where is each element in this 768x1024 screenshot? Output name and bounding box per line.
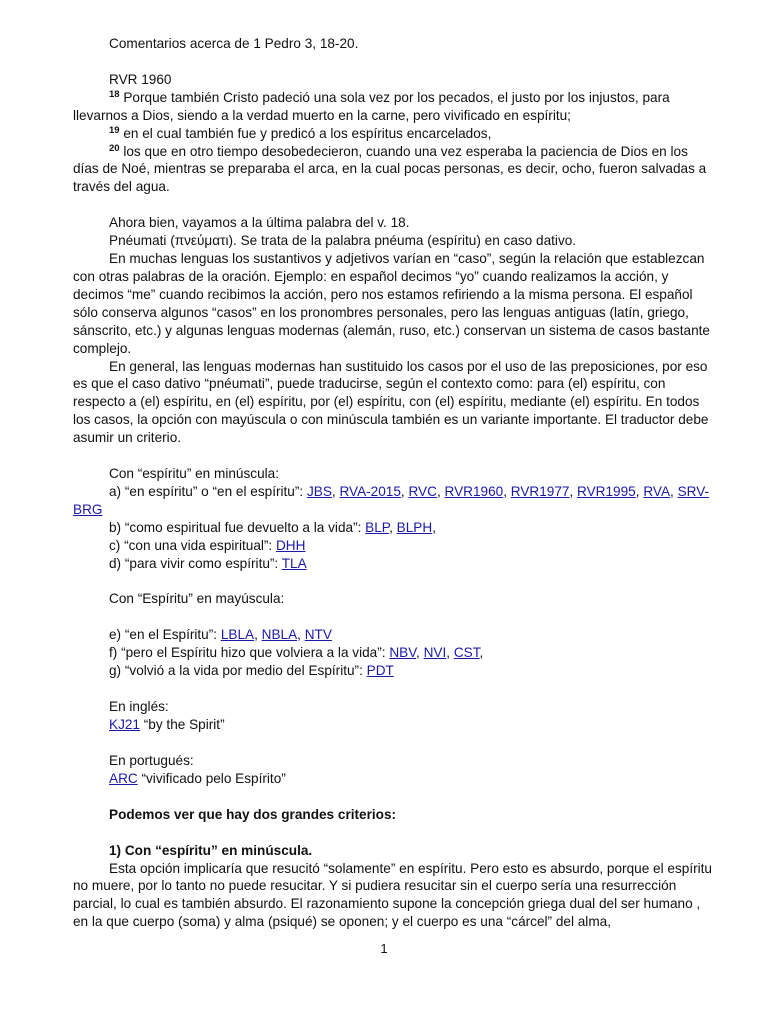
verse-number: 18 [109,88,120,100]
ref-link-lbla[interactable]: LBLA [220,627,255,643]
paragraph-general: En general, las lenguas modernas han sustituido los casos por el uso de las preposiciones, por eso es que el caso dativo “pnéumati”, puede traducirse, según el contexto como: para (el) espíritu, con respecto a (el) espíritu, en (el) espíritu, por (el) espíritu, con (el) espíritu, mediante (el) espíritu. En todos los casos, la opción con mayúscula o con minúscula también es un variante importante. El traductor debe asumir un criterio. [73,358,709,446]
english-item [73,716,713,734]
verse-number: 19 [109,124,120,136]
ref-link-rvr1995[interactable]: RVR1995 [577,483,636,499]
document-title: Comentarios acerca de 1 Pedro 3, 18-20. [109,36,359,51]
criterion-1-heading: 1) Con “espíritu” en minúscula. [109,842,313,858]
ref-link-tla[interactable]: TLA [281,555,307,571]
paragraph-pneumati: Pnéumati (πνεύματι). Se trata de la palabra pnéuma (espíritu) en caso dativo. [109,233,577,249]
page-number: 1 [380,941,388,956]
verse-text: en el cual también fue y predicó a los espíritus encarcelados, [119,125,492,141]
verse-20-continuation-1: días de Noé, mientras se preparaba el arca, en la cual pocas personas, es decir, ocho, fueron salvadas a [73,161,707,177]
list-item-g [73,662,713,680]
ref-link-nbla[interactable]: NBLA [261,627,298,643]
document-body [73,35,713,931]
ref-link-kj21[interactable]: KJ21 [109,717,140,732]
list-item-e: e) “en el Espíritu”: LBLA, NBLA, NTV [109,627,332,643]
portuguese-text: “vivificado pelo Espírito” [137,770,286,786]
verse-20 [73,143,713,161]
ref-link-blp[interactable]: BLP [365,519,390,535]
english-text: “by the Spirit” [139,717,225,732]
criteria-heading-line [73,806,713,824]
ref-link-dhh[interactable]: DHH [275,537,306,553]
verse-19 [73,125,713,143]
item-label: a) “en espíritu” o “en el espíritu”: [109,483,307,499]
ref-link-rva[interactable]: RVA [643,483,671,499]
list-item-f: f) “pero el Espíritu hizo que volviera a la vida”: NBV, NVI, CST, [109,645,484,661]
ref-link-ntv[interactable]: NTV [304,627,332,643]
ref-link-arc[interactable]: ARC [109,770,138,786]
verse-number: 20 [109,142,120,154]
list-item-c [73,537,713,555]
paragraph-cases: En muchas lenguas los sustantivos y adjetivos varían en “caso”, según la relación que establezcan con otras palabras de la oración. Ejemplo: en español decimos “yo” cuando realizamos la acción, y decimos “me” cuando recibimos la acción, pero nos estamos refiriendo a la misma persona. El español sólo conserva algunos “casos” en los pronombres personales, pero las lenguas antiguas (latín, griego, sánscrito, etc.) y algunas lenguas modernas (alemán, ruso, etc.) conservan un sistema de casos bastante complejo. [73,251,710,356]
verse-20-continuation-2: través del agua. [73,179,170,195]
ref-link-rvr1960[interactable]: RVR1960 [444,483,504,499]
list-item-d [73,555,713,573]
item-label: f) “pero el Espíritu hizo que volviera a la vida”: [109,645,390,661]
ref-link-jbs[interactable]: JBS [306,483,332,499]
list-item-a: a) “en espíritu” o “en el espíritu”: JBS, RVA-2015, RVC, RVR1960, RVR1977, RVR1995, RVA, SRV-BRG [73,483,710,517]
uppercase-heading: Con “Espíritu” en mayúscula: [109,591,285,607]
version-label: RVR 1960 [109,71,172,87]
item-label: b) “como espiritual fue devuelto a la vida”: [109,519,366,535]
ref-link-pdt[interactable]: PDT [366,663,394,679]
verse-text: Porque también Cristo padeció una sola vez por los pecados, el justo por los injustos, para [119,89,670,105]
ref-link-rva-2015[interactable]: RVA-2015 [339,483,401,499]
verse-text: los que en otro tiempo desobedecieron, cuando una vez esperaba la paciencia de Dios en los [119,143,688,159]
portuguese-heading: En portugués: [109,752,194,768]
portuguese-item [73,770,713,788]
ref-link-blph[interactable]: BLPH [396,519,433,535]
item-label: d) “para vivir como espíritu”: [109,555,282,571]
criteria-heading: Podemos ver que hay dos grandes criterios: [109,806,397,822]
ref-link-nvi[interactable]: NVI [423,645,447,661]
item-label: c) “con una vida espiritual”: [109,537,276,553]
criterion-1-heading-line [73,842,713,860]
ref-link-nbv[interactable]: NBV [389,645,417,661]
paragraph-criterion-1: Esta opción implicaría que resucitó “solamente” en espíritu. Pero esto es absurdo, porque el espíritu no muere, por lo tanto no puede resucitar. Y si pudiera resucitar sin el cuerpo sería una resurrección parcial, lo cual es también absurdo. El razonamiento supone la concepción griega dual del ser humano , en la que cuerpo (soma) y alma (psiqué) se oponen; y el cuerpo es una “cárcel” del alma, [73,860,712,930]
verse-18 [73,89,713,107]
english-heading: En inglés: [109,699,169,715]
item-label: e) “en el Espíritu”: [109,627,221,643]
paragraph-intro: Ahora bien, vayamos a la última palabra del v. 18. [109,215,410,231]
lowercase-heading: Con “espíritu” en minúscula: [109,466,279,482]
ref-link-srv-brg[interactable]: SRV-BRG [73,483,710,517]
ref-link-rvc[interactable]: RVC [408,483,437,499]
list-item-b: b) “como espiritual fue devuelto a la vida”: BLP, BLPH, [109,519,436,535]
verse-18-continuation: llevarnos a Dios, siendo a la verdad muerto en la carne, pero vivificado en espíritu; [73,107,571,123]
ref-link-cst[interactable]: CST [453,645,480,661]
ref-link-rvr1977[interactable]: RVR1977 [510,483,570,499]
item-label: g) “volvió a la vida por medio del Espíritu”: [109,663,367,679]
